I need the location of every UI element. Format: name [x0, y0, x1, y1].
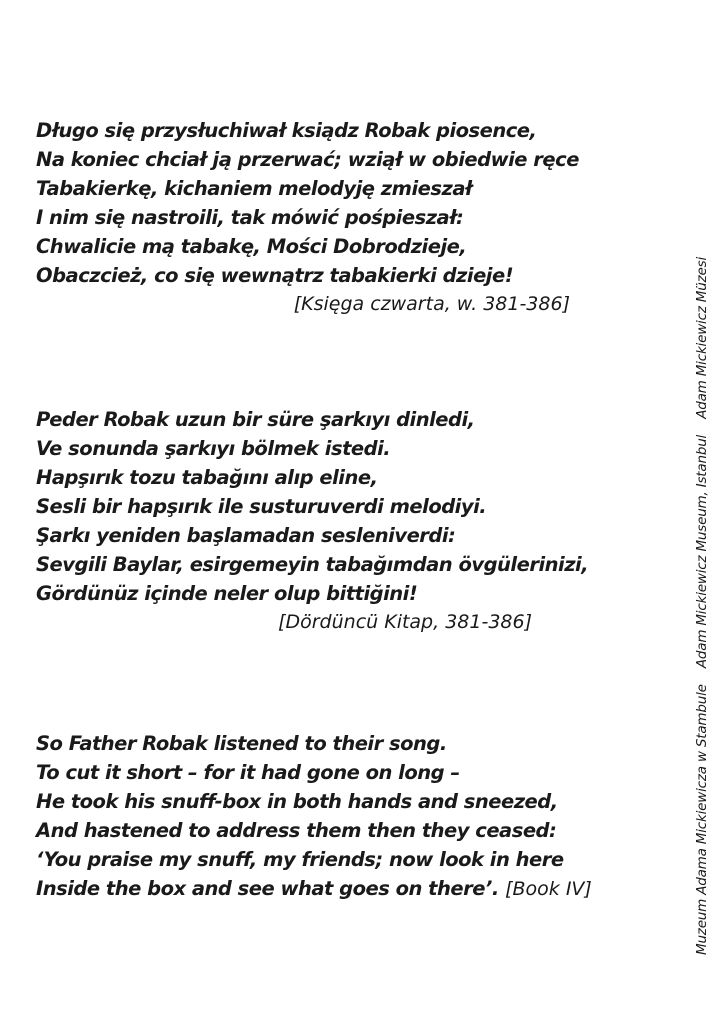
turkish-line-7: Gördünüz içinde neler olup bittiğini! — [36, 582, 418, 605]
english-line-4: And hastened to address them then they ceased: — [36, 819, 557, 842]
turkish-line-5: Şarkı yeniden başlamadan sesleniverdi: — [36, 524, 456, 547]
turkish-citation: [Dördüncü Kitap, 381-386] — [278, 611, 532, 633]
polish-line-4: I nim się nastroili, tak mówić pośpieszał: — [36, 206, 464, 229]
english-stanza — [36, 729, 656, 903]
english-line-1: So Father Robak listened to their song. — [36, 732, 447, 755]
polish-citation: [Księga czwarta, w. 381-386] — [293, 293, 570, 315]
polish-line-3: Tabakierkę, kichaniem melodyję zmieszał — [36, 177, 472, 200]
polish-line-6: Obaczcież, co się wewnątrz tabakierki dzieje! — [36, 264, 514, 287]
turkish-stanza — [36, 405, 656, 637]
turkish-line-1: Peder Robak uzun bir süre şarkıyı dinledi, — [36, 408, 475, 431]
side-caption-english: Adam Mickiewicz Museum, Istanbul — [694, 434, 710, 669]
side-caption-turkish: Adam Mickiewicz Müzesi — [694, 257, 710, 419]
turkish-line-6: Sevgili Baylar, esirgemeyin tabağımdan övgülerinizi, — [36, 553, 589, 576]
polish-line-1: Długo się przysłuchiwał ksiądz Robak piosence, — [36, 119, 537, 142]
museum-side-caption — [693, 257, 711, 955]
english-line-3: He took his snuff-box in both hands and sneezed, — [36, 790, 558, 813]
english-citation: [Book IV] — [505, 878, 592, 900]
turkish-line-4: Sesli bir hapşırık ile susturuverdi melodiyi. — [36, 495, 487, 518]
english-line-2: To cut it short – for it had gone on long – — [36, 761, 460, 784]
polish-stanza — [36, 116, 656, 319]
english-line-6-with-citation — [36, 874, 656, 903]
turkish-line-3: Hapşırık tozu tabağını alıp eline, — [36, 466, 378, 489]
turkish-line-2: Ve sonunda şarkıyı bölmek istedi. — [36, 437, 391, 460]
polish-line-5: Chwalicie mą tabakę, Mości Dobrodzieje, — [36, 235, 467, 258]
english-line-5: ‘You praise my snuff, my friends; now look in here — [36, 848, 564, 871]
side-caption-polish: Muzeum Adama Mickiewicza w Stambule — [694, 684, 710, 955]
polish-line-2: Na koniec chciał ją przerwać; wziął w obiedwie ręce — [36, 148, 579, 171]
english-line-6: Inside the box and see what goes on there’. — [36, 877, 499, 900]
